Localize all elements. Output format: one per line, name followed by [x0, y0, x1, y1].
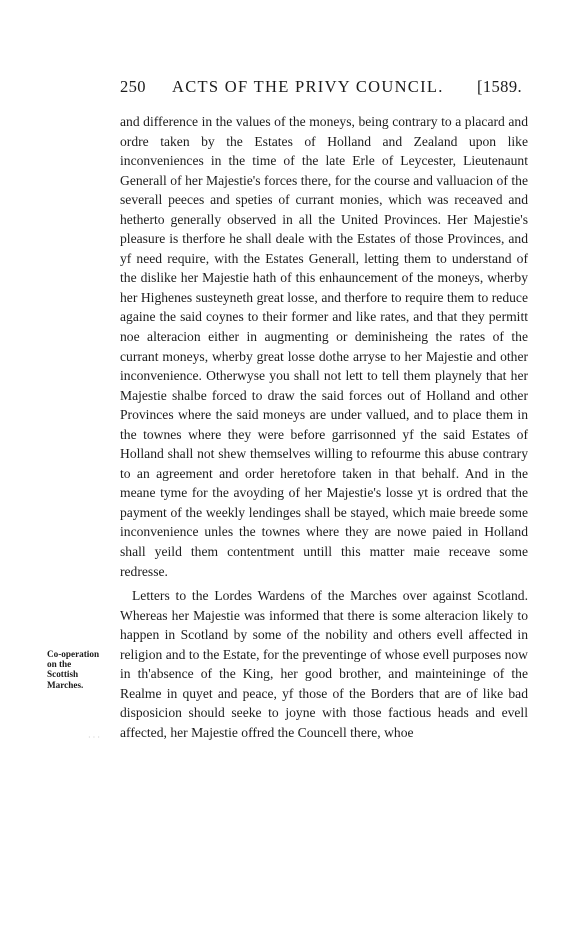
page-number: 250 [120, 77, 146, 96]
paragraph-continuation: and difference in the values of the moneys, being contrary to a placard and ordre taken by the Estates of Holland and Zealand upon like inconveniences in the time of the late Erle of Leycester, Lieutenaunt Generall of her Majestie's forces there, for the course and valluacion of the severall peeces and speties of currant monies, which was receaved and hetherto generally observed in all the United Provinces. Her Majestie's pleasure is therfore he shall deale with the Estates of those Provinces, and yf need require, with the Estates Generall, letting them to understand of the dislike her Majestie hath of this enhauncement of the moneys, wherby her Highenes susteyneth great losse, and therfore to require them to reduce againe the said coynes to their former and like rates, and that they permitt noe alteracion either in augmenting or deminisheing the rates of the currant moneys, wherby great losse dothe arryse to her Majestie and other inconvenience. Otherwyse you shall not lett to tell them playnely that her Majestie shalbe forced to draw the said forces out of Holland and other Provinces where the said moneys are under vallued, and to place them in the townes where they were before garrisonned yf the said Estates of Holland shall not shew themselves willing to refourme this abuse contrary to an agreement and order heretofore taken in that behalf. And in the meane tyme for the avoyding of her Majestie's losse yt is ordred that the payment of the weekly lendinges shall be stayed, which maie breede some inconvenience unles the townes where they are nowe paied in Holland shall yeild them contentment untill this matter maie receave some redresse. [120, 114, 528, 579]
stray-mark: · · · [88, 733, 100, 742]
margin-note-line: on the [47, 659, 72, 670]
running-title: ACTS OF THE PRIVY COUNCIL. [172, 77, 444, 96]
margin-note-line: Scottish [47, 669, 79, 680]
body-text [120, 112, 528, 743]
year-marker: [1589. [476, 77, 522, 96]
page-header [114, 73, 522, 99]
paragraph-letters-to-wardens: Letters to the Lordes Wardens of the Marches over against Scotland. Whereas her Majestie was informed that there is some alteracion likely to happen in Scotland by some of the nobility and others evell affected in religion and to the Estate, for the preventinge of whose evell purposes now in th'absence of the King, her good brother, and mainteininge of the Realme in quyet and peace, yf those of the Borders that are of like bad disposicion should seeke to joyne with those factious heads and evell affected, her Majestie offred the Councell there, whoe [120, 588, 528, 740]
margin-note-line: Marches. [47, 679, 84, 690]
margin-note-line: Co-operation [47, 649, 100, 659]
margin-note [47, 649, 115, 690]
